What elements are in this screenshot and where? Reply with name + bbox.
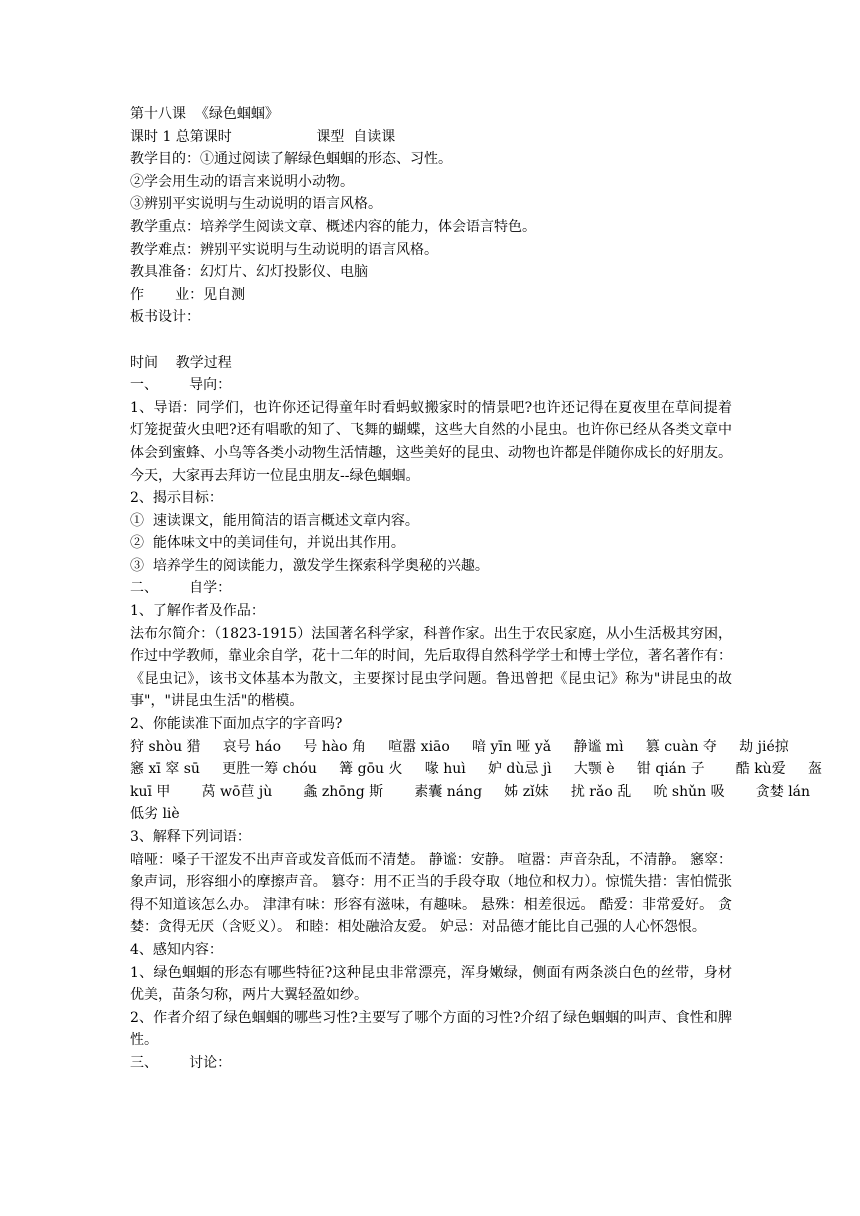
content-heading: 4、感知内容：: [130, 941, 223, 958]
author-paragraph: 法布尔简介：（1823-1915）法国著名科学家，科普作家。出生于农民家庭，从小生活极其穷困，作过中学教师，靠业余自学，花十二年的时间，先后取得自然科学学士和博士学位，著名著作有：《昆虫记》，该书文体基本为散文，主要探讨昆虫学问题。鲁迅曾把《昆虫记》称为"讲昆虫的故事"，"讲昆虫生活"的楷模。: [130, 625, 732, 710]
teaching-goal-3: ③辨别平实说明与生动说明的语言风格。: [130, 196, 382, 213]
goal-item-3: ③ 培养学生的阅读能力，激发学生探索科学奥秘的兴趣。: [130, 557, 489, 574]
board-design: 板书设计：: [130, 309, 200, 326]
teaching-goal-2: ②学会用生动的语言来说明小动物。: [130, 173, 354, 190]
goals-heading: 2、揭示目标：: [130, 490, 223, 507]
intro-paragraph: 1、导语：同学们，也许你还记得童年时看蚂蚁搬家时的情景吧?也许还记得在夏夜里在草间提着灯笼捉萤火虫吧?还有唱歌的知了、飞舞的蝴蝶，这些大自然的小昆虫。也许你已经从各类文章中体会到蜜蜂、小鸟等各类小动物生活情趣，这些美好的昆虫、动物也许都是伴随你成长的好朋友。今天，大家再去拜访一位昆虫朋友--绿色蝈蝈。: [130, 399, 732, 484]
teaching-key-point: 教学重点：培养学生阅读文章、概述内容的能力，体会语言特色。: [130, 218, 536, 235]
pinyin-heading: 2、你能读准下面加点字的字音吗?: [130, 716, 343, 733]
content-question-1: 1、绿色蝈蝈的形态有哪些特征?这种昆虫非常漂亮，浑身嫩绿，侧面有两条淡白色的丝带，身材优美，苗条匀称，两片大翼轻盈如纱。: [130, 964, 732, 1004]
blank-line: [130, 329, 732, 352]
pinyin-line-4: 低劣 liè: [130, 806, 180, 823]
content-question-2: 2、作者介绍了绿色蝈蝈的哪些习性?主要写了哪个方面的习性?介绍了绿色蝈蝈的叫声、食性和脾性。: [130, 1009, 732, 1049]
class-info: 课时 1 总第课时 课型 自读课: [130, 128, 396, 145]
teaching-tools: 教具准备：幻灯片、幻灯投影仪、电脑: [130, 264, 368, 281]
teaching-difficulty: 教学难点：辨别平实说明与生动说明的语言风格。: [130, 241, 438, 258]
goal-item-1: ① 速读课文，能用简洁的语言概述文章内容。: [130, 512, 419, 529]
vocab-heading: 3、解释下列词语：: [130, 829, 251, 845]
vocab-paragraph: 喑哑：嗓子干涩发不出声音或发音低而不清楚。 静谧：安静。 喧嚣：声音杂乱，不清静。 窸窣：象声词，形容细小的摩擦声音。 篡夺：用不正当的手段夺取（地位和权力）。惊慌失措：害怕慌张得不知道该怎么办。 津津有味：形容有滋味，有趣味。 悬殊：相差很远。 酷爱：非常爱好。 贪婪：贪得无厌（含贬义）。 和睦：相处融洽友爱。 妒忌：对品德才能比自己强的人心怀怨恨。: [130, 851, 732, 936]
process-header: 时间 教学过程: [130, 354, 232, 371]
pinyin-line-1: 狩 shòu 猎 哀号 háo 号 hào 角 喧嚣 xiāo 喑 yīn 哑 yǎ 静谧 mì 篡 cuàn 夺 劫 jié掠: [130, 738, 789, 755]
section-1-title: 一、 导向：: [130, 377, 232, 394]
lesson-title: 第十八课 《绿色蝈蝈》: [130, 106, 279, 122]
goal-item-2: ② 能体味文中的美词佳句，并说出其作用。: [130, 535, 405, 552]
homework: 作 业：见自测: [130, 286, 246, 303]
section-2-title: 二、 自学：: [130, 580, 232, 597]
teaching-goal-1: 教学目的：①通过阅读了解绿色蝈蝈的形态、习性。: [130, 151, 452, 168]
pinyin-line-2: 窸 xī 窣 sū 更胜一筹 chóu 篝 gōu 火 喙 huì 妒 dù忌 jì 大颚 è 钳 qián 子 酷 kù爱 盔: [130, 761, 822, 778]
pinyin-line-3: kuī 甲 莴 wō苣 jù 螽 zhōng 斯 素囊 náng 姊 zǐ妹 扰 rǎo 乱 吮 shǔn 吸 贪婪 lán: [130, 783, 811, 800]
author-heading: 1、了解作者及作品：: [130, 603, 265, 620]
section-3-title: 三、 讨论：: [130, 1054, 232, 1071]
